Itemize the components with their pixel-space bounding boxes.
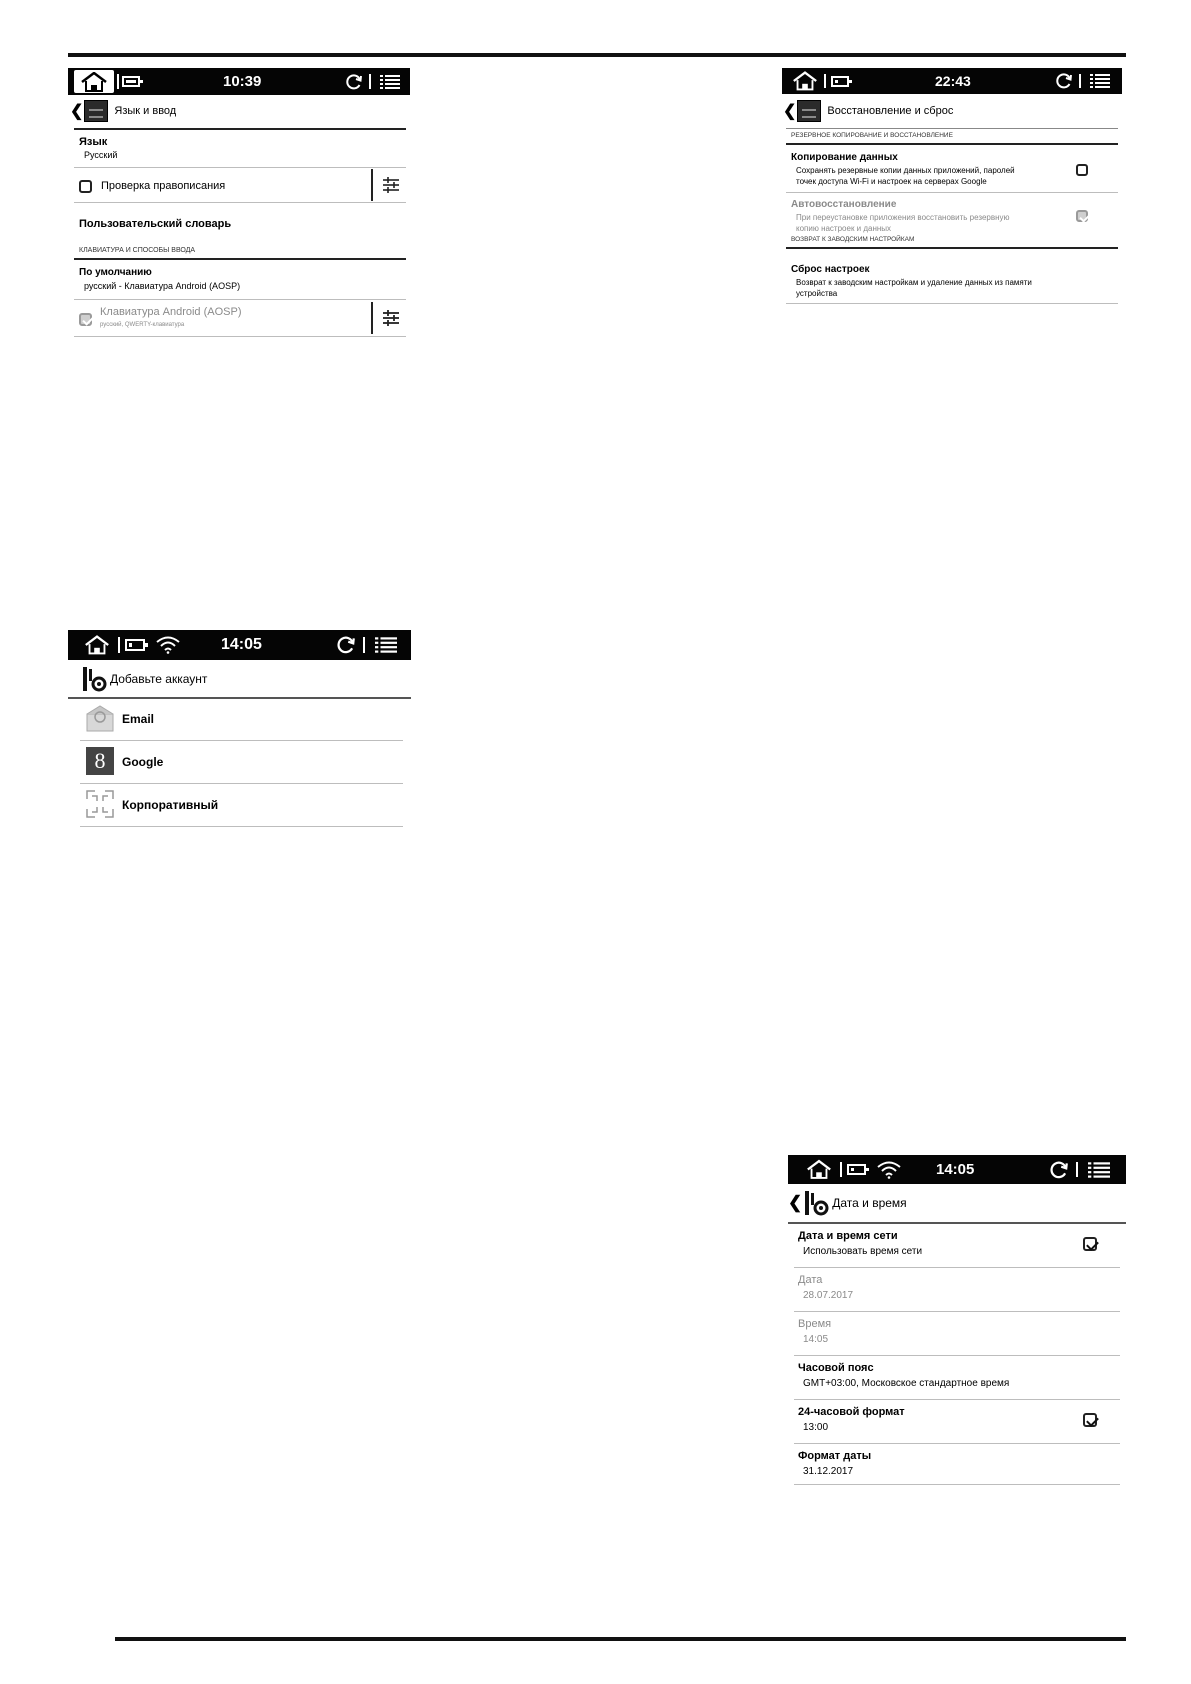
date-value: 28.07.2017 bbox=[803, 1290, 854, 1301]
auto-checkbox[interactable] bbox=[1076, 210, 1088, 222]
keyboard-name: Клавиатура Android (AOSP) bbox=[100, 306, 242, 318]
battery-icon bbox=[125, 639, 145, 651]
network-time-checkbox[interactable] bbox=[1083, 1237, 1097, 1251]
status-separator bbox=[1079, 74, 1081, 88]
status-separator bbox=[840, 1162, 842, 1177]
reset-desc-1: Возврат к заводским настройкам и удаление данных из памяти bbox=[796, 278, 1032, 287]
keyboard-sub: русский, QWERTY-клавиатура bbox=[100, 322, 185, 328]
wifi-icon bbox=[155, 634, 181, 656]
section-keyboard: КЛАВИАТУРА И СПОСОБЫ ВВОДА bbox=[79, 247, 196, 254]
default-value: русский - Клавиатура Android (AOSP) bbox=[84, 281, 241, 291]
home-button[interactable] bbox=[82, 633, 112, 657]
divider bbox=[80, 740, 403, 741]
battery-icon bbox=[122, 76, 140, 87]
google-glyph: 8 bbox=[94, 748, 106, 773]
title-bar bbox=[788, 1188, 1126, 1218]
screen-title: Язык и ввод bbox=[114, 105, 177, 117]
bottom-rule bbox=[115, 1637, 1126, 1641]
account-label: Google bbox=[122, 755, 164, 769]
status-bar bbox=[68, 630, 411, 660]
status-time: 14:05 bbox=[936, 1161, 975, 1178]
home-button[interactable] bbox=[804, 1158, 834, 1181]
network-label: Дата и время сети bbox=[798, 1230, 898, 1242]
top-rule bbox=[68, 53, 1126, 57]
account-label: Email bbox=[122, 712, 155, 726]
google-icon bbox=[86, 747, 114, 775]
reset-label: Сброс настроек bbox=[791, 264, 870, 275]
section-backup: РЕЗЕРВНОЕ КОПИРОВАНИЕ И ВОССТАНОВЛЕНИЕ bbox=[791, 132, 953, 139]
screen-title: Добавьте аккаунт bbox=[110, 672, 208, 686]
status-time: 10:39 bbox=[223, 73, 262, 90]
status-separator bbox=[363, 637, 365, 653]
menu-icon[interactable] bbox=[373, 634, 399, 656]
dateformat-value: 31.12.2017 bbox=[803, 1466, 854, 1477]
home-icon bbox=[79, 72, 109, 92]
divider bbox=[794, 1399, 1120, 1400]
auto-label: Автовосстановление bbox=[791, 199, 897, 210]
divider bbox=[74, 167, 406, 168]
status-bar bbox=[788, 1155, 1126, 1184]
refresh-icon[interactable] bbox=[344, 71, 364, 92]
menu-icon[interactable] bbox=[1088, 71, 1112, 91]
time-value: 14:05 bbox=[803, 1334, 829, 1345]
divider bbox=[74, 202, 406, 203]
language-label: Язык bbox=[79, 136, 108, 148]
home-icon bbox=[83, 634, 111, 656]
divider bbox=[80, 783, 403, 784]
tz-value: GMT+03:00, Московское стандартное время bbox=[803, 1378, 1010, 1389]
status-separator bbox=[118, 637, 120, 653]
divider bbox=[794, 1355, 1120, 1356]
spellcheck-checkbox[interactable] bbox=[79, 180, 92, 193]
format24-checkbox[interactable] bbox=[1083, 1413, 1097, 1427]
back-icon[interactable]: ❮ bbox=[783, 103, 797, 120]
settings-icon bbox=[80, 665, 108, 693]
section-divider bbox=[786, 143, 1118, 145]
settings-icon bbox=[797, 100, 821, 122]
dateformat-label: Формат даты bbox=[798, 1450, 872, 1462]
settings-icon bbox=[802, 1189, 830, 1217]
screen-title: Дата и время bbox=[832, 1196, 907, 1210]
title-bar bbox=[68, 97, 410, 125]
section-reset: ВОЗВРАТ К ЗАВОДСКИМ НАСТРОЙКАМ bbox=[791, 236, 915, 243]
menu-icon[interactable] bbox=[378, 71, 402, 92]
language-input-screen bbox=[68, 68, 410, 342]
format24-value: 13:00 bbox=[803, 1422, 829, 1433]
title-divider bbox=[788, 1222, 1126, 1224]
time-label: Время bbox=[798, 1318, 832, 1330]
refresh-icon[interactable] bbox=[1054, 71, 1074, 91]
status-separator bbox=[369, 74, 371, 89]
status-bar bbox=[68, 68, 410, 95]
menu-icon[interactable] bbox=[1086, 1159, 1112, 1180]
home-icon bbox=[791, 71, 819, 91]
corporate-icon bbox=[86, 790, 114, 823]
status-separator bbox=[824, 74, 826, 88]
default-label: По умолчанию bbox=[79, 267, 152, 278]
sliders-icon[interactable] bbox=[382, 309, 400, 332]
home-button[interactable] bbox=[74, 70, 114, 93]
language-value: Русский bbox=[84, 150, 118, 160]
format24-label: 24-часовой формат bbox=[798, 1406, 905, 1418]
status-separator bbox=[117, 74, 119, 89]
divider bbox=[80, 826, 403, 827]
status-bar bbox=[782, 68, 1122, 94]
add-account-screen bbox=[68, 630, 411, 830]
back-icon[interactable]: ❮ bbox=[788, 1193, 803, 1212]
row-separator bbox=[371, 302, 373, 334]
title-divider bbox=[68, 697, 411, 699]
wifi-icon bbox=[876, 1159, 902, 1180]
title-divider bbox=[74, 128, 406, 130]
divider bbox=[794, 1267, 1120, 1268]
home-icon bbox=[805, 1159, 833, 1180]
divider bbox=[794, 1443, 1120, 1444]
divider bbox=[74, 299, 406, 300]
home-button[interactable] bbox=[790, 70, 820, 92]
date-label: Дата bbox=[798, 1274, 823, 1286]
keyboard-checkbox[interactable] bbox=[79, 313, 92, 326]
tz-label: Часовой пояс bbox=[798, 1362, 874, 1374]
reset-desc-2: устройства bbox=[796, 289, 838, 298]
sliders-icon[interactable] bbox=[382, 176, 400, 199]
backup-reset-screen bbox=[782, 68, 1122, 308]
divider bbox=[74, 336, 406, 337]
screen-title: Восстановление и сброс bbox=[827, 105, 954, 117]
divider bbox=[786, 192, 1118, 193]
refresh-icon[interactable] bbox=[1048, 1159, 1070, 1180]
title-bar bbox=[782, 97, 1122, 125]
section-divider bbox=[74, 258, 406, 260]
title-bar bbox=[68, 664, 411, 694]
status-separator bbox=[1076, 1162, 1078, 1177]
auto-desc-2: копию настроек и данных bbox=[796, 224, 892, 233]
divider bbox=[794, 1484, 1120, 1485]
back-icon[interactable]: ❮ bbox=[70, 103, 84, 120]
copy-desc-2: точек доступа Wi-Fi и настроек на серверах Google bbox=[796, 177, 987, 186]
settings-icon bbox=[84, 100, 108, 122]
copy-label: Копирование данных bbox=[791, 152, 898, 163]
battery-icon bbox=[831, 76, 849, 87]
divider bbox=[794, 1311, 1120, 1312]
title-divider bbox=[786, 128, 1118, 129]
email-icon bbox=[86, 704, 114, 737]
section-divider bbox=[786, 247, 1118, 249]
refresh-icon[interactable] bbox=[335, 634, 357, 656]
network-value: Использовать время сети bbox=[803, 1246, 923, 1257]
date-time-screen bbox=[788, 1155, 1126, 1485]
row-separator bbox=[371, 169, 373, 201]
copy-checkbox[interactable] bbox=[1076, 164, 1088, 176]
auto-desc-1: При переустановке приложения восстановить резервную bbox=[796, 213, 1010, 222]
status-time: 22:43 bbox=[935, 73, 971, 89]
spellcheck-label: Проверка правописания bbox=[101, 180, 226, 192]
account-label: Корпоративный bbox=[122, 798, 219, 812]
divider bbox=[786, 303, 1118, 304]
status-time: 14:05 bbox=[221, 636, 262, 653]
battery-icon bbox=[847, 1164, 866, 1175]
user-dictionary[interactable]: Пользовательский словарь bbox=[79, 218, 232, 230]
copy-desc-1: Сохранять резервные копии данных приложений, паролей bbox=[796, 166, 1015, 175]
